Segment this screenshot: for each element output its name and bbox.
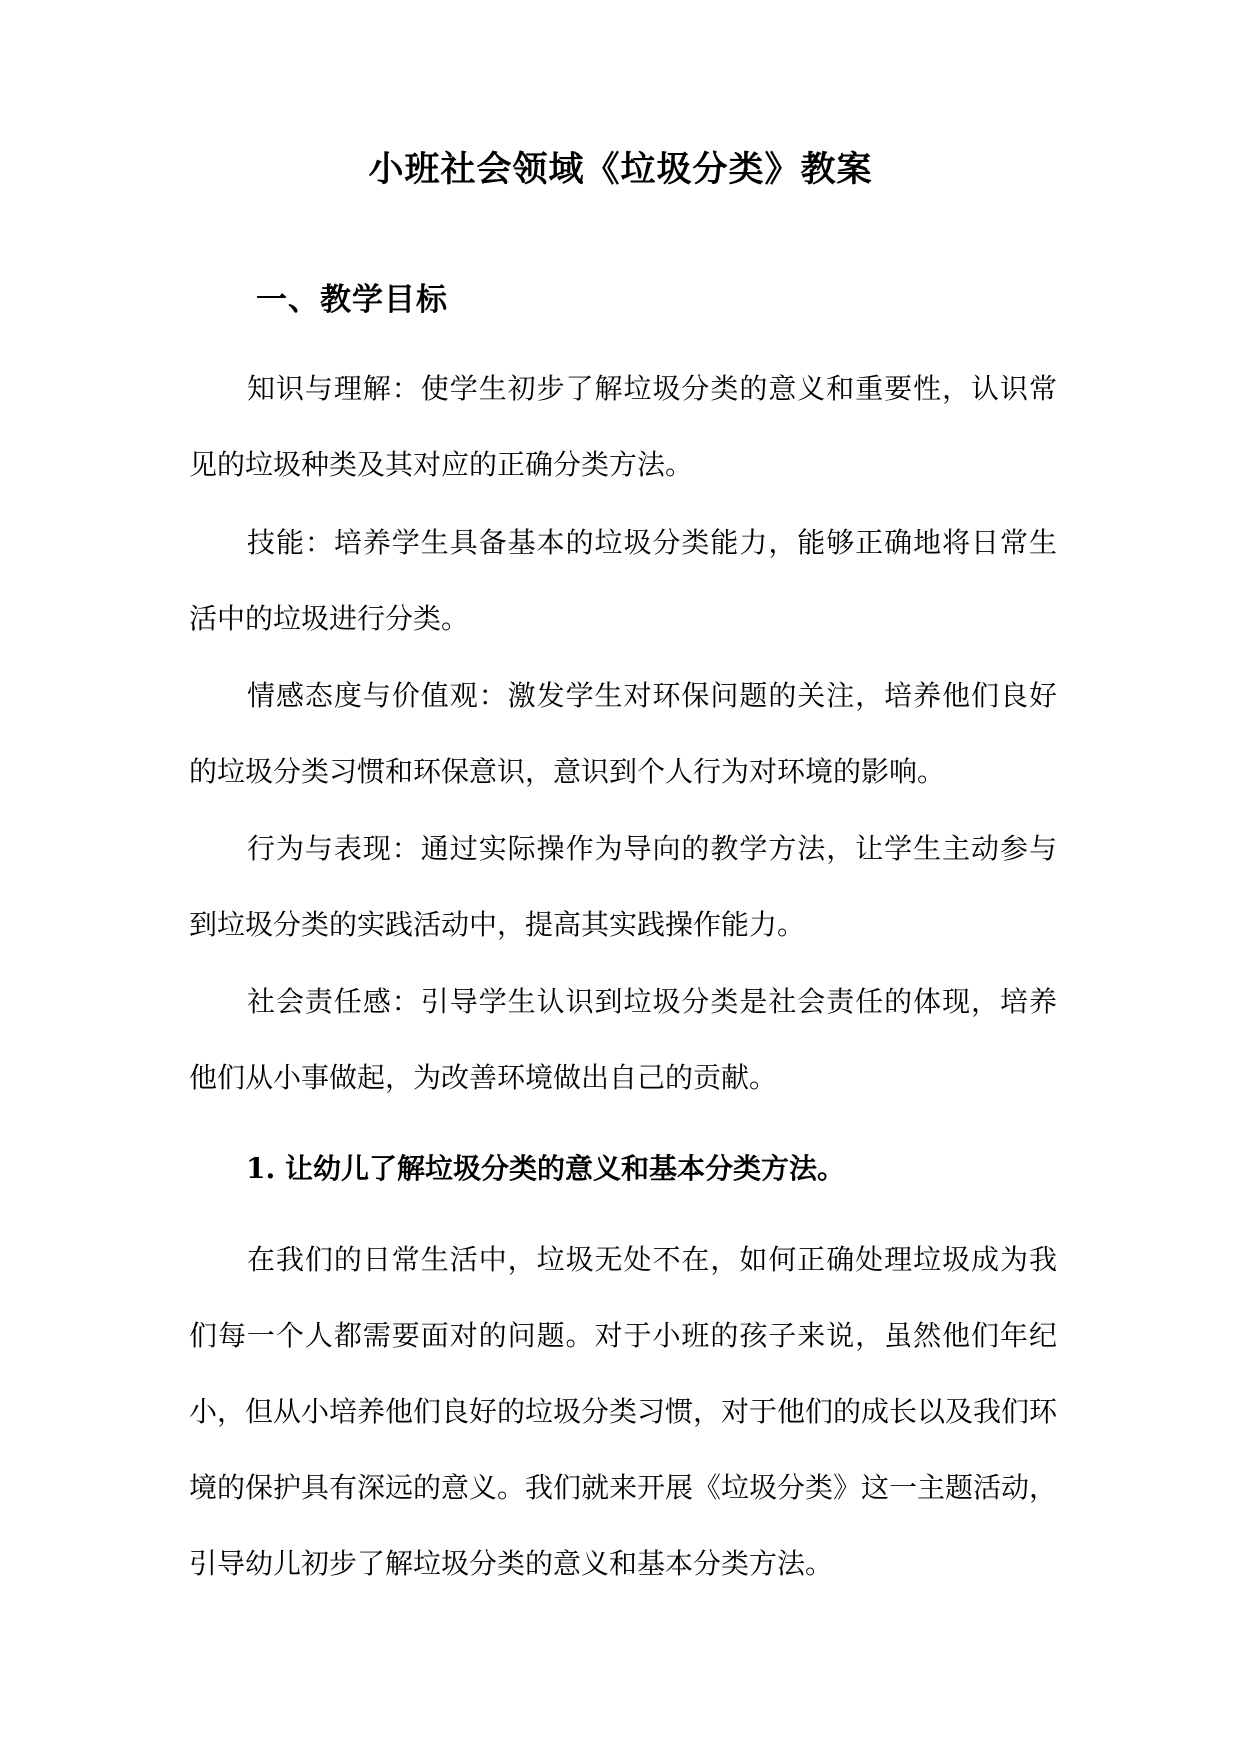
document-title: 小班社会领域《垃圾分类》教案 [368, 149, 873, 190]
subsection-heading: 1. 让幼儿了解垃圾分类的意义和基本分类方法。 [246, 1152, 845, 1185]
section-heading-teaching-goals: 一、教学目标 [256, 282, 448, 318]
paragraph-behavior: 行为与表现：通过实际操作为导向的教学方法，让学生主动参与到垃圾分类的实践活动中，提高其实践操作能力。 [189, 832, 1057, 941]
paragraph-knowledge: 知识与理解：使学生初步了解垃圾分类的意义和重要性，认识常见的垃圾种类及其对应的正确分类方法。 [189, 372, 1057, 481]
paragraph-responsibility: 社会责任感：引导学生认识到垃圾分类是社会责任的体现，培养他们从小事做起，为改善环境做出自己的贡献。 [189, 985, 1057, 1094]
paragraph-introduction: 在我们的日常生活中，垃圾无处不在，如何正确处理垃圾成为我们每一个人都需要面对的问题。对于小班的孩子来说，虽然他们年纪小，但从小培养他们良好的垃圾分类习惯，对于他们的成长以及我们环境的保护具有深远的意义。我们就来开展《垃圾分类》这一主题活动，引导幼儿初步了解垃圾分类的意义和基本分类方法。 [189, 1243, 1058, 1580]
paragraph-attitude: 情感态度与价值观：激发学生对环保问题的关注，培养他们良好的垃圾分类习惯和环保意识，意识到个人行为对环境的影响。 [189, 679, 1057, 788]
paragraph-skills: 技能：培养学生具备基本的垃圾分类能力，能够正确地将日常生活中的垃圾进行分类。 [189, 526, 1057, 635]
